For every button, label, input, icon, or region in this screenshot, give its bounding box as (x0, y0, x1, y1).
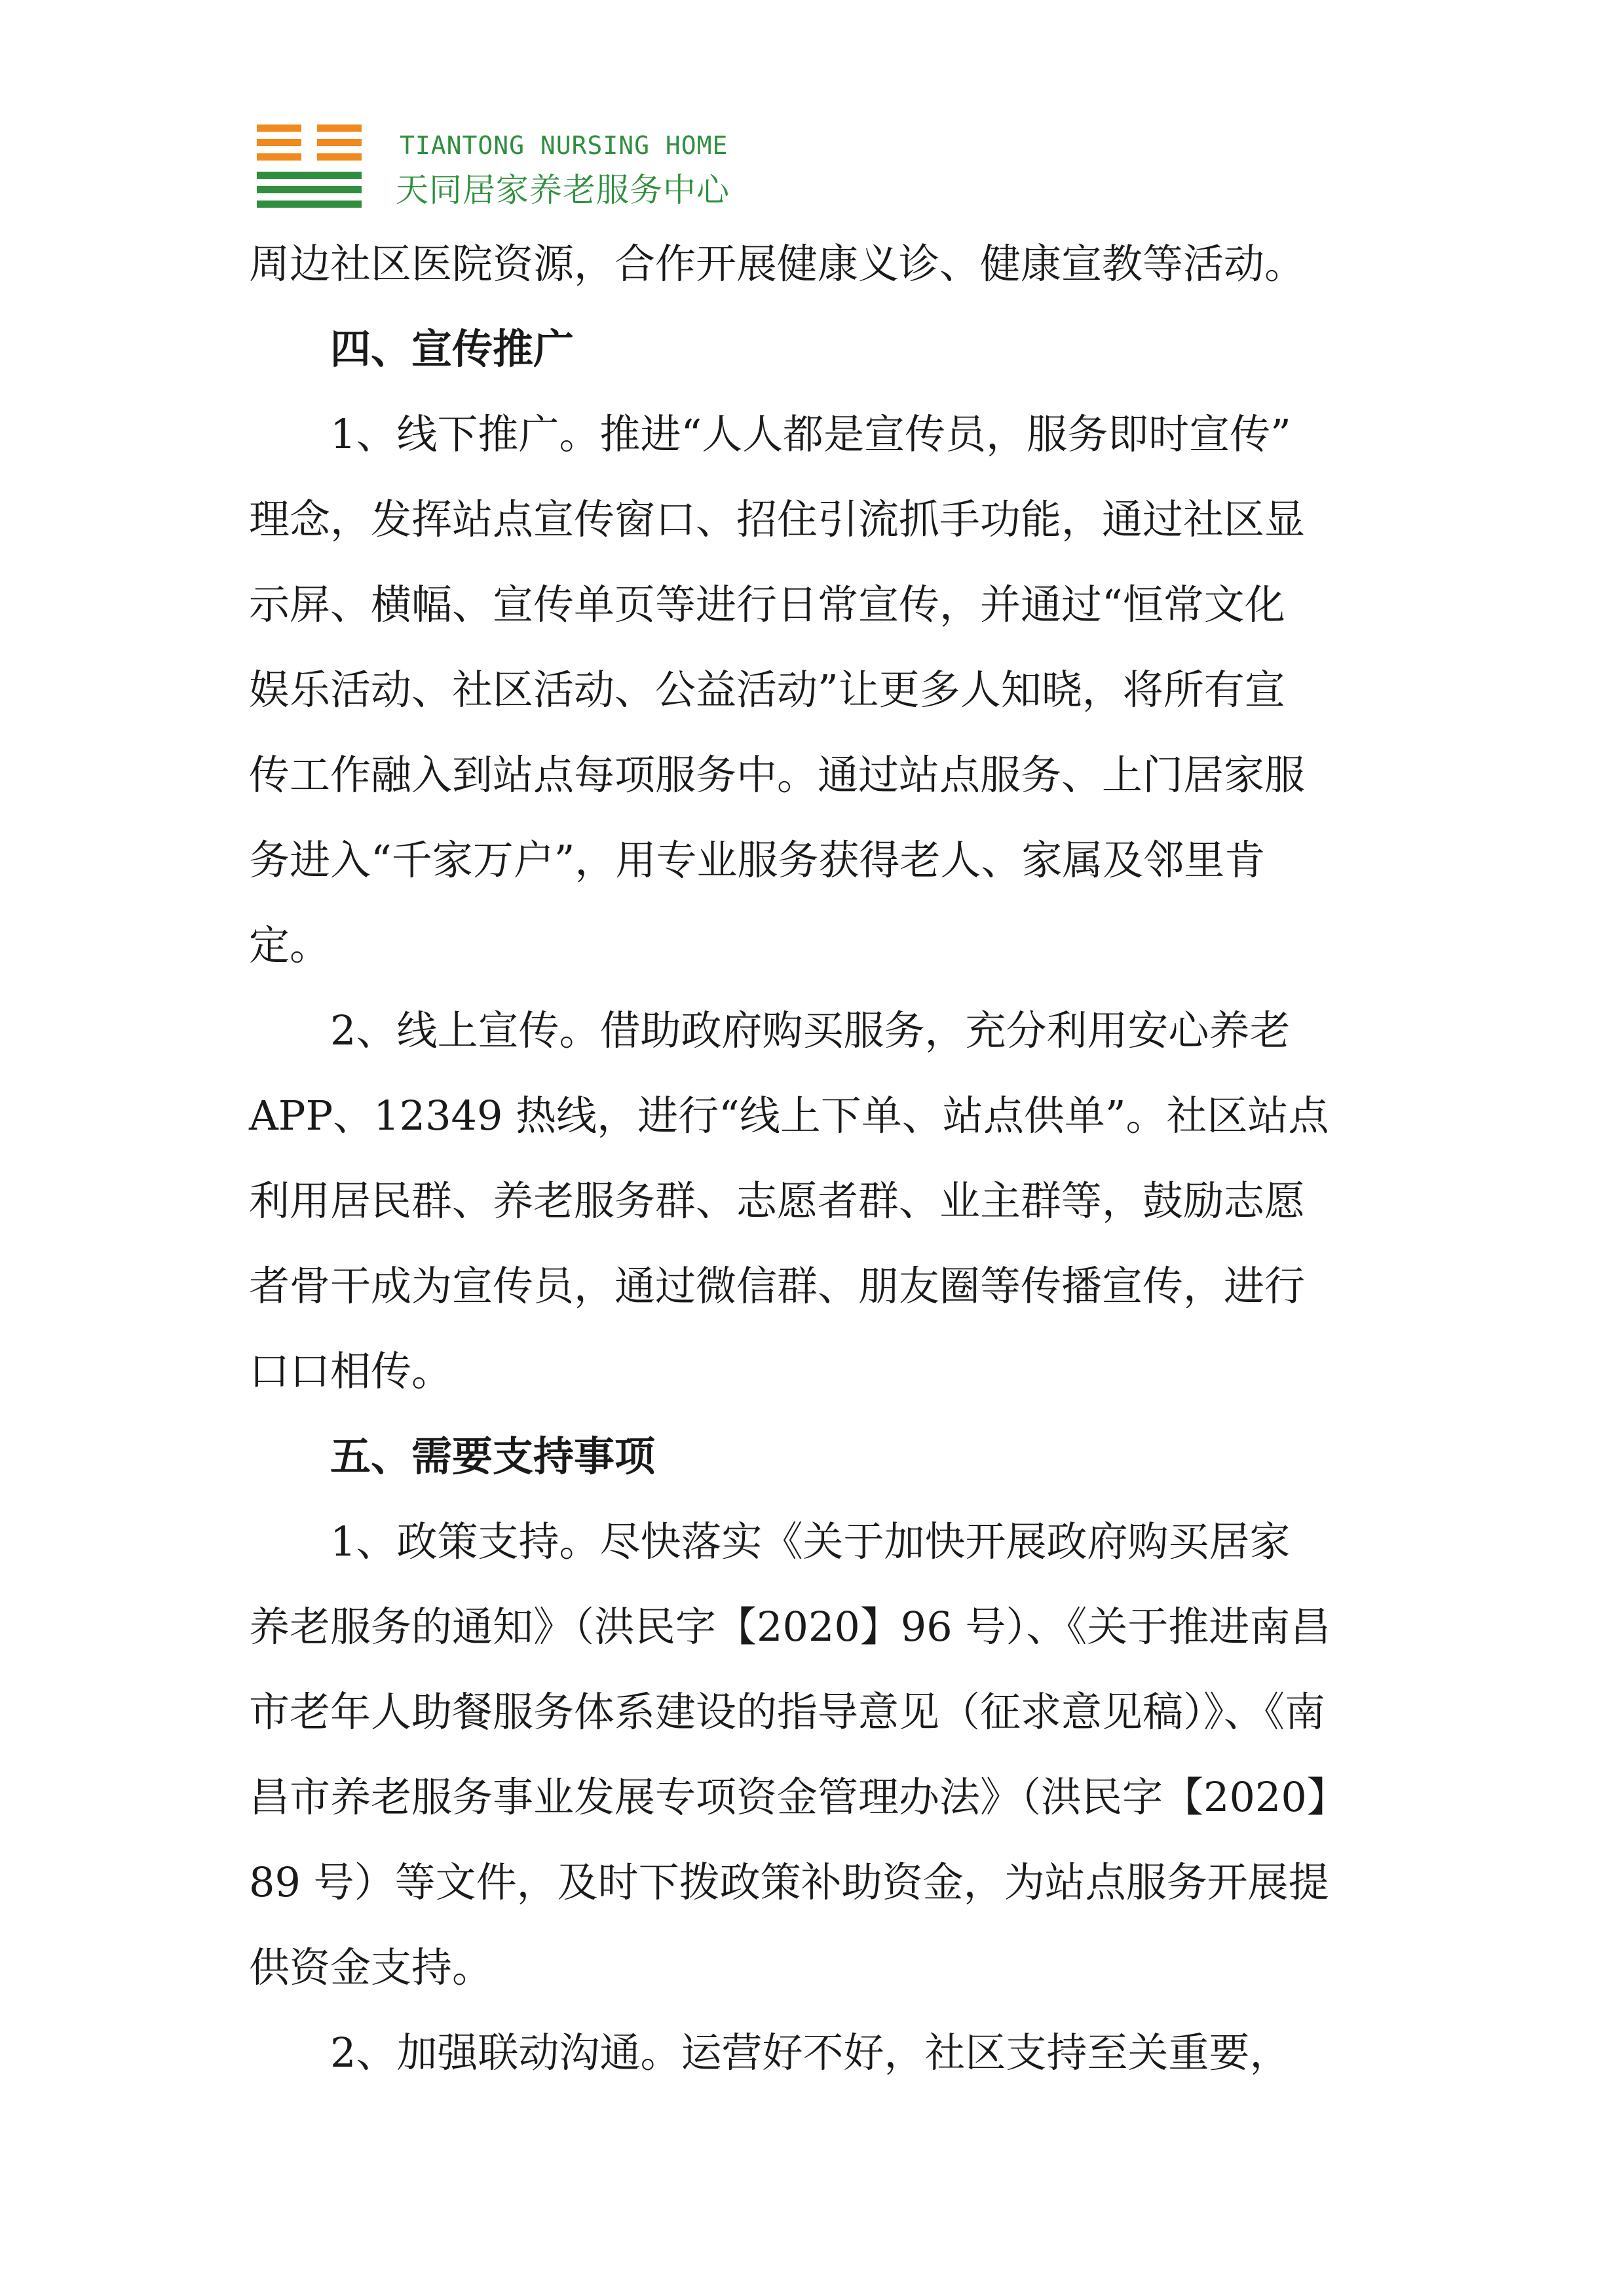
paragraph-line: 传工作融入到站点每项服务中。通过站点服务、上门居家服 (249, 751, 1306, 799)
paragraph-line: 市老年人助餐服务体系建设的指导意见（征求意见稿）》、《南 (249, 1688, 1326, 1736)
paragraph-line: 89 号）等文件，及时下拨政策补助资金，为站点服务开展提 (249, 1858, 1329, 1906)
paragraph-line: APP、12349 热线，进行“线上下单、站点供单”。社区站点 (249, 1092, 1329, 1139)
paragraph-line: 养老服务的通知》（洪民字【2020】96 号）、《关于推进南昌 (249, 1603, 1331, 1651)
logo-text-english: TIANTONG NURSING HOME (400, 131, 728, 160)
paragraph-line: 利用居民群、养老服务群、志愿者群、业主群等，鼓励志愿 (249, 1177, 1306, 1225)
paragraph-line: 供资金支持。 (249, 1943, 493, 1991)
page-header (257, 124, 755, 210)
paragraph-line: 理念，发挥站点宣传窗口、招住引流抓手功能，通过社区显 (249, 495, 1306, 543)
paragraph-line: 示屏、横幅、宣传单页等进行日常宣传，并通过“恒常文化 (249, 581, 1285, 628)
paragraph-line: 者骨干成为宣传员，通过微信群、朋友圈等传播宣传，进行 (249, 1262, 1306, 1310)
paragraph-line: 周边社区医院资源，合作开展健康义诊、健康宣教等活动。 (249, 240, 1306, 288)
document-body (249, 221, 1389, 2095)
paragraph-line: 定。 (249, 921, 331, 969)
paragraph-line: 务进入“千家万户”，用专业服务获得老人、家属及邻里肯 (249, 836, 1266, 884)
logo-text-chinese: 天同居家养老服务中心 (396, 171, 730, 209)
nursing-home-logo-icon (257, 124, 362, 210)
paragraph-line: 1、政策支持。尽快落实《关于加快开展政府购买居家 (330, 1518, 1291, 1565)
paragraph-line: 2、线上宣传。借助政府购买服务，充分利用安心养老 (330, 1006, 1291, 1054)
paragraph-line: 昌市养老服务事业发展专项资金管理办法》（洪民字【2020】 (249, 1773, 1348, 1821)
paragraph-line: 口口相传。 (249, 1347, 453, 1395)
paragraph-line: 娱乐活动、社区活动、公益活动”让更多人知晓，将所有宣 (249, 666, 1285, 714)
paragraph-line: 1、线下推广。推进“人人都是宣传员，服务即时宣传” (330, 410, 1291, 458)
section-heading-promotion: 四、宣传推广 (330, 325, 575, 373)
section-heading-support: 五、需要支持事项 (330, 1432, 656, 1480)
paragraph-line: 2、加强联动沟通。运营好不好，社区支持至关重要， (330, 2029, 1291, 2076)
